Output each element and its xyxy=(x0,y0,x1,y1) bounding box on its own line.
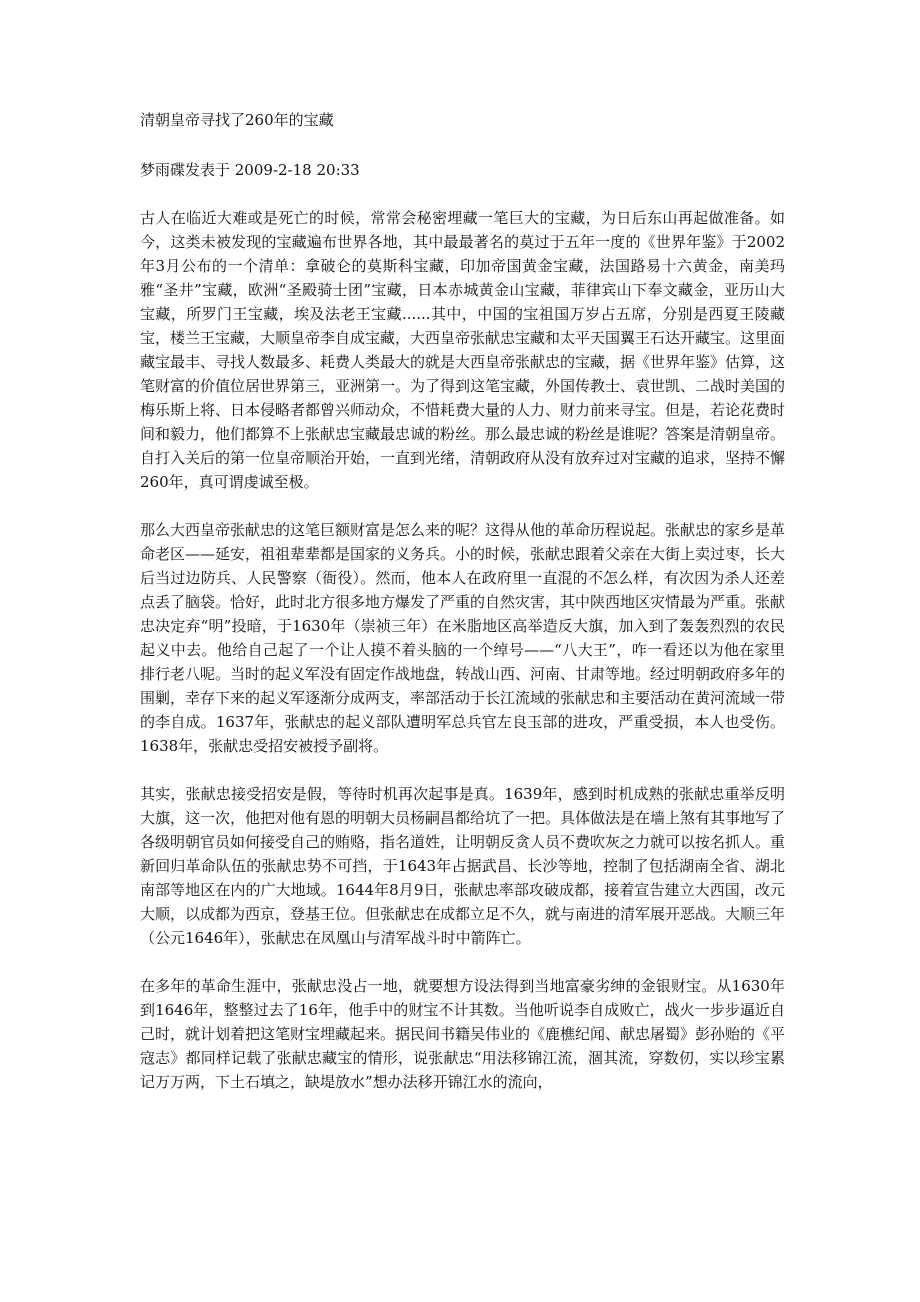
article-title: 清朝皇帝寻找了260年的宝藏 xyxy=(140,111,334,129)
article-paragraph-2: 那么大西皇帝张献忠的这笔巨额财富是怎么来的呢？这得从他的革命历程说起。张献忠的家乡是革命老区——延安，祖祖辈辈都是国家的义务兵。小的时候，张献忠跟着父亲在大街上卖过枣，长大后当过边防兵、人民警察（衙役）。然而，他本人在政府里一直混的不怎么样，有次因为杀人还差点丢了脑袋。恰好，此时北方很多地方爆发了严重的自然灾害，其中陕西地区灾情最为严重。张献忠决定弃“明”投暗，于1630年（崇祯三年）在米脂地区高举造反大旗，加入到了轰轰烈烈的农民起义中去。他给自己起了一个让人摸不着头脑的一个绰号——“八大王”，咋一看还以为他在家里排行老八呢。当时的起义军没有固定作战地盘，转战山西、河南、甘肃等地。经过明朝政府多年的围剿，幸存下来的起义军逐渐分成两支，率部活动于长江流域的张献忠和主要活动在黄河流域一带的李自成。1637年，张献忠的起义部队遭明军总兵官左良玉部的进攻，严重受损，本人也受伤。1638年，张献忠受招安被授予副将。 xyxy=(140,521,786,755)
article-paragraph-3: 其实，张献忠接受招安是假，等待时机再次起事是真。1639年，感到时机成熟的张献忠重举反明大旗，这一次，他把对他有恩的明朝大员杨嗣昌都给坑了一把。具体做法是在墙上煞有其事地写了各级明朝官员如何接受自己的贿赂，指名道姓，让明朝反贪人员不费吹灰之力就可以按名抓人。重新回归革命队伍的张献忠势不可挡，于1643年占据武昌、长沙等地，控制了包括湖南全省、湖北南部等地区在内的广大地域。1644年8月9日，张献忠率部攻破成都，接着宣告建立大西国，改元大顺，以成都为西京，登基王位。但张献忠在成都立足不久，就与南进的清军展开恶战。大顺三年（公元1646年），张献忠在凤凰山与清军战斗时中箭阵亡。 xyxy=(140,785,786,947)
article-paragraph-1: 古人在临近大难或是死亡的时候，常常会秘密埋藏一笔巨大的宝藏，为日后东山再起做准备。如今，这类未被发现的宝藏遍布世界各地，其中最最著名的莫过于五年一度的《世界年鉴》于2002年3月公布的一个清单：拿破仑的莫斯科宝藏，印加帝国黄金宝藏，法国路易十六黄金，南美玛雅“圣井”宝藏，欧洲“圣殿骑士团”宝藏，日本赤城黄金山宝藏，菲律宾山下奉文藏金，亚历山大宝藏，所罗门王宝藏，埃及法老王宝藏......其中，中国的宝祖国万岁占五席，分别是西夏王陵藏宝，楼兰王宝藏，大顺皇帝李自成宝藏，大西皇帝张献忠宝藏和太平天国翼王石达开藏宝。这里面藏宝最丰、寻找人数最多、耗费人类最大的就是大西皇帝张献忠的宝藏，据《世界年鉴》估算，这笔财富的价值位居世界第三，亚洲第一。为了得到这笔宝藏，外国传教士、袁世凯、二战时美国的梅乐斯上将、日本侵略者都曾兴师动众，不惜耗费大量的人力、财力前来寻宝。但是，若论花费时间和毅力，他们都算不上张献忠宝藏最忠诚的粉丝。那么最忠诚的粉丝是谁呢？答案是清朝皇帝。自打入关后的第一位皇帝顺治开始，一直到光绪，清朝政府从没有放弃过对宝藏的追求，坚持不懈260年，真可谓虔诚至极。 xyxy=(140,209,786,491)
document-page xyxy=(140,108,785,1118)
article-paragraph-4: 在多年的革命生涯中，张献忠没占一地，就要想方设法得到当地富豪劣绅的金银财宝。从1630年到1646年，整整过去了16年，他手中的财宝不计其数。当他听说李自成败亡，战火一步步逼近自己时，就计划着把这笔财宝埋藏起来。据民间书籍吴伟业的《鹿樵纪闻、献忠屠蜀》彭孙贻的《平寇志》都同样记载了张献忠藏宝的情形，说张献忠“用法移锦江流，涸其流，穿数仞，实以珍宝累记万万两，下土石填之，缺堤放水”想办法移开锦江水的流向， xyxy=(140,977,786,1091)
article-meta: 梦雨碟发表于 2009-2-18 20:33 xyxy=(140,161,360,179)
